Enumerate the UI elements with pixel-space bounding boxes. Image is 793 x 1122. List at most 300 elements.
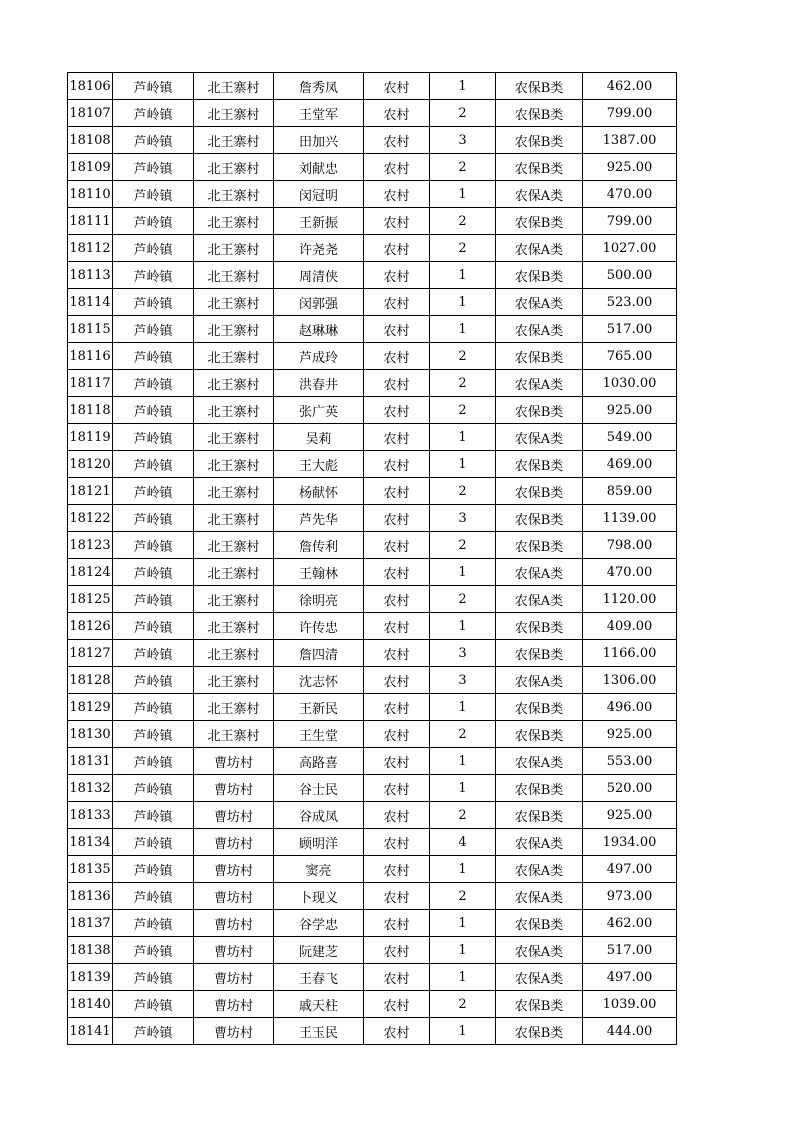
household-size-cell: 1	[430, 964, 496, 991]
town-cell: 芦岭镇	[113, 262, 194, 289]
name-cell: 杨献怀	[274, 478, 364, 505]
table-row	[68, 748, 677, 775]
household-size-cell: 1	[430, 559, 496, 586]
town-cell: 芦岭镇	[113, 829, 194, 856]
village-cell: 北王寨村	[194, 451, 274, 478]
town-cell: 芦岭镇	[113, 127, 194, 154]
table-row	[68, 343, 677, 370]
category-cell: 农保B类	[496, 640, 583, 667]
category-cell: 农保B类	[496, 397, 583, 424]
category-cell: 农保B类	[496, 154, 583, 181]
household-size-cell: 1	[430, 181, 496, 208]
household-size-cell: 2	[430, 586, 496, 613]
category-cell: 农保B类	[496, 802, 583, 829]
amount-cell: 798.00	[583, 532, 677, 559]
name-cell: 詹四清	[274, 640, 364, 667]
name-cell: 卜现义	[274, 883, 364, 910]
record-id-cell: 18134	[68, 829, 113, 856]
town-cell: 芦岭镇	[113, 613, 194, 640]
household-size-cell: 1	[430, 289, 496, 316]
area-type-cell: 农村	[364, 532, 430, 559]
amount-cell: 462.00	[583, 910, 677, 937]
name-cell: 王翰林	[274, 559, 364, 586]
village-cell: 曹坊村	[194, 856, 274, 883]
area-type-cell: 农村	[364, 397, 430, 424]
amount-cell: 444.00	[583, 1018, 677, 1045]
amount-cell: 1166.00	[583, 640, 677, 667]
record-id-cell: 18123	[68, 532, 113, 559]
record-id-cell: 18129	[68, 694, 113, 721]
name-cell: 王春飞	[274, 964, 364, 991]
town-cell: 芦岭镇	[113, 991, 194, 1018]
amount-cell: 517.00	[583, 937, 677, 964]
area-type-cell: 农村	[364, 100, 430, 127]
town-cell: 芦岭镇	[113, 100, 194, 127]
area-type-cell: 农村	[364, 775, 430, 802]
table-row	[68, 370, 677, 397]
town-cell: 芦岭镇	[113, 964, 194, 991]
table-row	[68, 964, 677, 991]
village-cell: 北王寨村	[194, 316, 274, 343]
village-cell: 北王寨村	[194, 343, 274, 370]
household-size-cell: 3	[430, 640, 496, 667]
record-id-cell: 18133	[68, 802, 113, 829]
village-cell: 北王寨村	[194, 127, 274, 154]
record-id-cell: 18112	[68, 235, 113, 262]
category-cell: 农保B类	[496, 613, 583, 640]
town-cell: 芦岭镇	[113, 937, 194, 964]
record-id-cell: 18120	[68, 451, 113, 478]
amount-cell: 470.00	[583, 559, 677, 586]
name-cell: 许尧尧	[274, 235, 364, 262]
village-cell: 北王寨村	[194, 532, 274, 559]
record-id-cell: 18141	[68, 1018, 113, 1045]
amount-cell: 497.00	[583, 964, 677, 991]
record-id-cell: 18137	[68, 910, 113, 937]
town-cell: 芦岭镇	[113, 505, 194, 532]
village-cell: 北王寨村	[194, 262, 274, 289]
town-cell: 芦岭镇	[113, 424, 194, 451]
record-id-cell: 18132	[68, 775, 113, 802]
area-type-cell: 农村	[364, 694, 430, 721]
record-id-cell: 18124	[68, 559, 113, 586]
area-type-cell: 农村	[364, 289, 430, 316]
record-id-cell: 18127	[68, 640, 113, 667]
area-type-cell: 农村	[364, 991, 430, 1018]
area-type-cell: 农村	[364, 937, 430, 964]
table-row	[68, 559, 677, 586]
category-cell: 农保B类	[496, 532, 583, 559]
village-cell: 北王寨村	[194, 478, 274, 505]
household-size-cell: 2	[430, 208, 496, 235]
town-cell: 芦岭镇	[113, 802, 194, 829]
amount-cell: 973.00	[583, 883, 677, 910]
name-cell: 张广英	[274, 397, 364, 424]
amount-cell: 496.00	[583, 694, 677, 721]
town-cell: 芦岭镇	[113, 559, 194, 586]
village-cell: 北王寨村	[194, 289, 274, 316]
table-row	[68, 667, 677, 694]
household-size-cell: 2	[430, 154, 496, 181]
area-type-cell: 农村	[364, 667, 430, 694]
household-size-cell: 2	[430, 532, 496, 559]
amount-cell: 470.00	[583, 181, 677, 208]
name-cell: 王生堂	[274, 721, 364, 748]
village-cell: 北王寨村	[194, 208, 274, 235]
amount-cell: 799.00	[583, 208, 677, 235]
category-cell: 农保B类	[496, 208, 583, 235]
table-row	[68, 73, 677, 100]
name-cell: 谷士民	[274, 775, 364, 802]
category-cell: 农保A类	[496, 370, 583, 397]
table-row	[68, 154, 677, 181]
town-cell: 芦岭镇	[113, 667, 194, 694]
village-cell: 曹坊村	[194, 937, 274, 964]
area-type-cell: 农村	[364, 748, 430, 775]
roster-table-body	[68, 73, 677, 1045]
town-cell: 芦岭镇	[113, 1018, 194, 1045]
household-size-cell: 1	[430, 424, 496, 451]
table-row	[68, 208, 677, 235]
town-cell: 芦岭镇	[113, 343, 194, 370]
area-type-cell: 农村	[364, 829, 430, 856]
village-cell: 曹坊村	[194, 883, 274, 910]
area-type-cell: 农村	[364, 964, 430, 991]
record-id-cell: 18125	[68, 586, 113, 613]
category-cell: 农保B类	[496, 451, 583, 478]
table-row	[68, 397, 677, 424]
table-row	[68, 640, 677, 667]
village-cell: 曹坊村	[194, 964, 274, 991]
name-cell: 窦亮	[274, 856, 364, 883]
record-id-cell: 18126	[68, 613, 113, 640]
amount-cell: 1120.00	[583, 586, 677, 613]
area-type-cell: 农村	[364, 640, 430, 667]
household-size-cell: 2	[430, 235, 496, 262]
town-cell: 芦岭镇	[113, 181, 194, 208]
village-cell: 北王寨村	[194, 559, 274, 586]
area-type-cell: 农村	[364, 559, 430, 586]
category-cell: 农保B类	[496, 775, 583, 802]
name-cell: 王堂军	[274, 100, 364, 127]
category-cell: 农保B类	[496, 991, 583, 1018]
household-size-cell: 3	[430, 505, 496, 532]
amount-cell: 1387.00	[583, 127, 677, 154]
record-id-cell: 18122	[68, 505, 113, 532]
category-cell: 农保A类	[496, 883, 583, 910]
town-cell: 芦岭镇	[113, 316, 194, 343]
village-cell: 北王寨村	[194, 721, 274, 748]
name-cell: 洪春井	[274, 370, 364, 397]
amount-cell: 1030.00	[583, 370, 677, 397]
record-id-cell: 18117	[68, 370, 113, 397]
household-size-cell: 1	[430, 775, 496, 802]
town-cell: 芦岭镇	[113, 451, 194, 478]
village-cell: 北王寨村	[194, 586, 274, 613]
table-row	[68, 235, 677, 262]
household-size-cell: 1	[430, 262, 496, 289]
table-row	[68, 775, 677, 802]
town-cell: 芦岭镇	[113, 478, 194, 505]
household-size-cell: 1	[430, 748, 496, 775]
table-row	[68, 181, 677, 208]
amount-cell: 925.00	[583, 721, 677, 748]
area-type-cell: 农村	[364, 613, 430, 640]
town-cell: 芦岭镇	[113, 775, 194, 802]
name-cell: 谷成凤	[274, 802, 364, 829]
area-type-cell: 农村	[364, 370, 430, 397]
area-type-cell: 农村	[364, 343, 430, 370]
category-cell: 农保B类	[496, 127, 583, 154]
category-cell: 农保A类	[496, 235, 583, 262]
category-cell: 农保B类	[496, 478, 583, 505]
village-cell: 北王寨村	[194, 505, 274, 532]
category-cell: 农保A类	[496, 667, 583, 694]
record-id-cell: 18115	[68, 316, 113, 343]
category-cell: 农保B类	[496, 73, 583, 100]
table-row	[68, 451, 677, 478]
category-cell: 农保A类	[496, 289, 583, 316]
category-cell: 农保B类	[496, 343, 583, 370]
village-cell: 北王寨村	[194, 73, 274, 100]
amount-cell: 1306.00	[583, 667, 677, 694]
record-id-cell: 18135	[68, 856, 113, 883]
amount-cell: 925.00	[583, 802, 677, 829]
area-type-cell: 农村	[364, 73, 430, 100]
household-size-cell: 1	[430, 316, 496, 343]
amount-cell: 765.00	[583, 343, 677, 370]
category-cell: 农保A类	[496, 856, 583, 883]
area-type-cell: 农村	[364, 478, 430, 505]
name-cell: 戚天柱	[274, 991, 364, 1018]
record-id-cell: 18139	[68, 964, 113, 991]
village-cell: 曹坊村	[194, 802, 274, 829]
area-type-cell: 农村	[364, 181, 430, 208]
name-cell: 詹传利	[274, 532, 364, 559]
household-size-cell: 2	[430, 802, 496, 829]
village-cell: 北王寨村	[194, 397, 274, 424]
amount-cell: 799.00	[583, 100, 677, 127]
table-row	[68, 289, 677, 316]
household-size-cell: 1	[430, 1018, 496, 1045]
town-cell: 芦岭镇	[113, 154, 194, 181]
town-cell: 芦岭镇	[113, 370, 194, 397]
household-size-cell: 2	[430, 721, 496, 748]
amount-cell: 409.00	[583, 613, 677, 640]
village-cell: 北王寨村	[194, 424, 274, 451]
area-type-cell: 农村	[364, 316, 430, 343]
amount-cell: 1934.00	[583, 829, 677, 856]
table-row	[68, 100, 677, 127]
name-cell: 詹秀凤	[274, 73, 364, 100]
household-size-cell: 1	[430, 613, 496, 640]
table-row	[68, 532, 677, 559]
category-cell: 农保B类	[496, 505, 583, 532]
record-id-cell: 18128	[68, 667, 113, 694]
village-cell: 北王寨村	[194, 181, 274, 208]
category-cell: 农保A类	[496, 424, 583, 451]
roster-table	[67, 72, 677, 1045]
household-size-cell: 2	[430, 343, 496, 370]
record-id-cell: 18107	[68, 100, 113, 127]
name-cell: 田加兴	[274, 127, 364, 154]
amount-cell: 523.00	[583, 289, 677, 316]
town-cell: 芦岭镇	[113, 289, 194, 316]
name-cell: 徐明亮	[274, 586, 364, 613]
village-cell: 北王寨村	[194, 694, 274, 721]
table-row	[68, 424, 677, 451]
record-id-cell: 18109	[68, 154, 113, 181]
table-row	[68, 316, 677, 343]
record-id-cell: 18114	[68, 289, 113, 316]
village-cell: 北王寨村	[194, 370, 274, 397]
village-cell: 北王寨村	[194, 154, 274, 181]
name-cell: 王玉民	[274, 1018, 364, 1045]
record-id-cell: 18118	[68, 397, 113, 424]
category-cell: 农保A类	[496, 316, 583, 343]
household-size-cell: 2	[430, 397, 496, 424]
household-size-cell: 2	[430, 370, 496, 397]
area-type-cell: 农村	[364, 586, 430, 613]
town-cell: 芦岭镇	[113, 721, 194, 748]
village-cell: 曹坊村	[194, 829, 274, 856]
category-cell: 农保A类	[496, 559, 583, 586]
category-cell: 农保A类	[496, 829, 583, 856]
name-cell: 许传忠	[274, 613, 364, 640]
amount-cell: 1139.00	[583, 505, 677, 532]
name-cell: 王新民	[274, 694, 364, 721]
name-cell: 高路喜	[274, 748, 364, 775]
village-cell: 曹坊村	[194, 991, 274, 1018]
town-cell: 芦岭镇	[113, 694, 194, 721]
household-size-cell: 3	[430, 667, 496, 694]
household-size-cell: 3	[430, 127, 496, 154]
record-id-cell: 18106	[68, 73, 113, 100]
table-row	[68, 829, 677, 856]
household-size-cell: 1	[430, 910, 496, 937]
town-cell: 芦岭镇	[113, 532, 194, 559]
area-type-cell: 农村	[364, 721, 430, 748]
name-cell: 闵冠明	[274, 181, 364, 208]
category-cell: 农保A类	[496, 964, 583, 991]
category-cell: 农保A类	[496, 586, 583, 613]
record-id-cell: 18130	[68, 721, 113, 748]
record-id-cell: 18119	[68, 424, 113, 451]
village-cell: 曹坊村	[194, 775, 274, 802]
table-row	[68, 721, 677, 748]
amount-cell: 497.00	[583, 856, 677, 883]
name-cell: 闵郭强	[274, 289, 364, 316]
name-cell: 王大彪	[274, 451, 364, 478]
amount-cell: 520.00	[583, 775, 677, 802]
name-cell: 王新振	[274, 208, 364, 235]
area-type-cell: 农村	[364, 208, 430, 235]
amount-cell: 469.00	[583, 451, 677, 478]
name-cell: 芦成玲	[274, 343, 364, 370]
amount-cell: 553.00	[583, 748, 677, 775]
village-cell: 北王寨村	[194, 100, 274, 127]
area-type-cell: 农村	[364, 802, 430, 829]
category-cell: 农保B类	[496, 1018, 583, 1045]
category-cell: 农保A类	[496, 181, 583, 208]
name-cell: 芦先华	[274, 505, 364, 532]
category-cell: 农保A类	[496, 748, 583, 775]
table-row	[68, 694, 677, 721]
record-id-cell: 18116	[68, 343, 113, 370]
name-cell: 谷学忠	[274, 910, 364, 937]
town-cell: 芦岭镇	[113, 883, 194, 910]
table-row	[68, 937, 677, 964]
record-id-cell: 18108	[68, 127, 113, 154]
area-type-cell: 农村	[364, 235, 430, 262]
area-type-cell: 农村	[364, 1018, 430, 1045]
table-row	[68, 505, 677, 532]
amount-cell: 925.00	[583, 397, 677, 424]
name-cell: 赵琳琳	[274, 316, 364, 343]
household-size-cell: 1	[430, 694, 496, 721]
table-row	[68, 991, 677, 1018]
town-cell: 芦岭镇	[113, 748, 194, 775]
name-cell: 周清侠	[274, 262, 364, 289]
name-cell: 刘献忠	[274, 154, 364, 181]
name-cell: 沈志怀	[274, 667, 364, 694]
record-id-cell: 18138	[68, 937, 113, 964]
area-type-cell: 农村	[364, 451, 430, 478]
town-cell: 芦岭镇	[113, 73, 194, 100]
village-cell: 曹坊村	[194, 1018, 274, 1045]
household-size-cell: 2	[430, 991, 496, 1018]
town-cell: 芦岭镇	[113, 586, 194, 613]
area-type-cell: 农村	[364, 127, 430, 154]
name-cell: 顾明洋	[274, 829, 364, 856]
amount-cell: 1039.00	[583, 991, 677, 1018]
area-type-cell: 农村	[364, 424, 430, 451]
household-size-cell: 2	[430, 883, 496, 910]
town-cell: 芦岭镇	[113, 856, 194, 883]
table-row	[68, 883, 677, 910]
category-cell: 农保B类	[496, 694, 583, 721]
amount-cell: 549.00	[583, 424, 677, 451]
table-row	[68, 856, 677, 883]
table-row	[68, 613, 677, 640]
village-cell: 北王寨村	[194, 640, 274, 667]
village-cell: 北王寨村	[194, 235, 274, 262]
area-type-cell: 农村	[364, 883, 430, 910]
table-row	[68, 127, 677, 154]
table-row	[68, 262, 677, 289]
name-cell: 阮建芝	[274, 937, 364, 964]
record-id-cell: 18121	[68, 478, 113, 505]
category-cell: 农保B类	[496, 910, 583, 937]
amount-cell: 1027.00	[583, 235, 677, 262]
village-cell: 曹坊村	[194, 910, 274, 937]
amount-cell: 925.00	[583, 154, 677, 181]
town-cell: 芦岭镇	[113, 910, 194, 937]
area-type-cell: 农村	[364, 262, 430, 289]
category-cell: 农保B类	[496, 100, 583, 127]
amount-cell: 859.00	[583, 478, 677, 505]
town-cell: 芦岭镇	[113, 235, 194, 262]
amount-cell: 517.00	[583, 316, 677, 343]
name-cell: 吴莉	[274, 424, 364, 451]
amount-cell: 500.00	[583, 262, 677, 289]
category-cell: 农保B类	[496, 262, 583, 289]
record-id-cell: 18113	[68, 262, 113, 289]
table-row	[68, 478, 677, 505]
area-type-cell: 农村	[364, 910, 430, 937]
table-row	[68, 1018, 677, 1045]
town-cell: 芦岭镇	[113, 208, 194, 235]
